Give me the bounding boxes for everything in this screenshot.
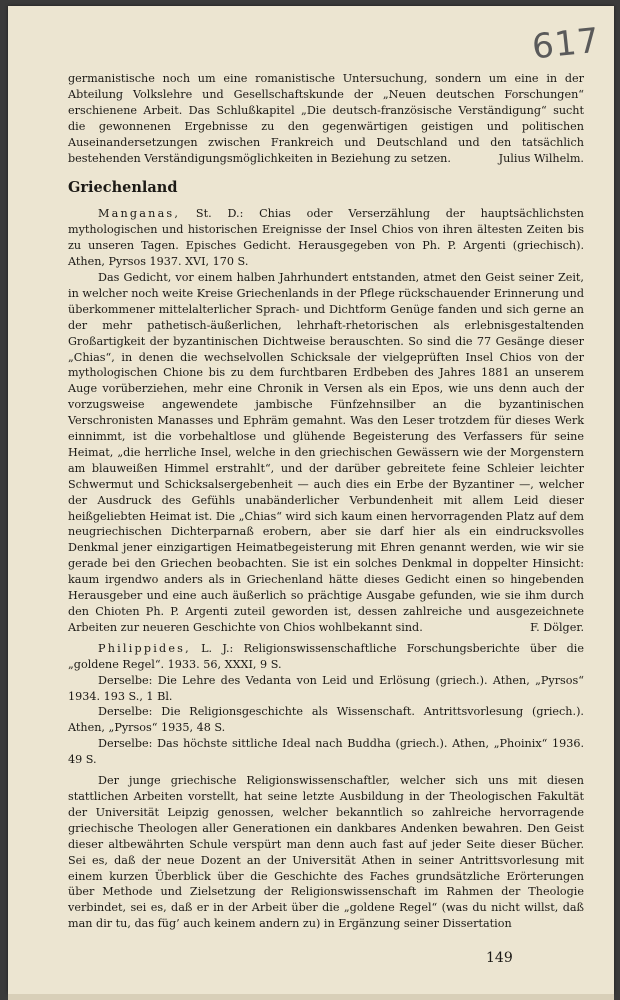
final-paragraph: Der junge griechische Religionswissenschaftler, welcher sich uns mit diesen stattlichen Arbeiten vorstellt, hat seine letzte Ausbildung in der Theologischen Fakultät der Universität Leipzig genossen, welcher bekanntlich so zahlreiche hervorragende griechische Theologen aller Generationen ein dankbares Andenken bewahren. Den Geist dieser altbewährten Schule verspürt man denn auch fast auf jeder Seite dieser Bücher. Sei es, daß der neue Dozent an der Universität Athen in seiner Antrittsvorlesung mit einem kurzen Überblick über die Geschichte des Faches grundsätzliche Erörterungen über Methode und Zielsetzung der Religionswissenschaft im Rahmen der Theologie verbindet, sei es, daß er in der Arbeit über die „goldene Regel“ (was du nicht willst, daß man dir tu, das füg’ auch keinem andern zu) in Ergänzung seiner Dissertation — [68, 774, 584, 931]
work-entry-2 — [68, 704, 584, 736]
work-text: Das höchste sittliche Ideal nach Buddha (griech.). Athen, „Phoinix“ 1936. 49 S. — [68, 737, 584, 767]
intro-signature: Julius Wilhelm. — [498, 151, 584, 165]
page-number: 149 — [486, 950, 513, 966]
page-body — [68, 71, 584, 932]
bibliography-entry — [68, 206, 584, 270]
work-author: Philippides, — [98, 641, 191, 655]
work-entry-3 — [68, 736, 584, 768]
section-heading: Griechenland — [68, 179, 178, 197]
work-text: Die Religionsgeschichte als Wissenschaft. Antrittsvorlesung (griech.). Athen, „Pyrsos“ 1935, 48 S. — [68, 705, 584, 735]
work-author: Derselbe: — [98, 705, 153, 719]
page-edge — [8, 994, 614, 1000]
work-text: Die Lehre des Vedanta von Leid und Erlösung (griech.). Athen, „Pyrsos“ 1934. 193 S., 1 Bl. — [68, 673, 584, 703]
entry-citation: St. D.: Chias oder Verserzählung der hauptsächlichsten mythologischen und historischen Ereignisse der Insel Chios von ihren ältesten Zeiten bis zu unseren Tagen. Episches Gedicht. Herausgegeben von Ph. P. Argenti (griechisch). Athen, Pyrsos 1937. XVI, 170 S. — [68, 207, 584, 269]
intro-block — [68, 71, 584, 166]
review-signature: F. Dölger. — [530, 620, 584, 634]
book-page — [8, 6, 614, 994]
review-paragraph: Das Gedicht, vor einem halben Jahrhundert entstanden, atmet den Geist seiner Zeit, in welcher noch weite Kreise Griechenlands in der Pflege rückschauender Erinnerung und überkommener mittelalterlicher Sprach- und Dichtform Genüge fanden und sich gerne an der mehr pathetisch-äußerlichen, lehrhaft-rhetorischen als erlebnisgestaltenden Großartigkeit der byzantinischen Dichtweise berauschten. So sind die 77 Gesänge dieser „Chias“, in denen die wechselvollen Schicksale der vielgeprüften Insel Chios von der mythologischen Chione bis zu dem furchtbaren Erdbeben des Jahres 1881 an unserem Auge vorüberziehen, mehr eine Chronik in Versen als ein Epos, wie uns denn auch der vorzugsweise angewendete jambische Fünfzehnsilber an die byzantinischen Verschronisten Manasses und Ephräm gemahnt. Was den Leser trotzdem für dieses Werk einnimmt, ist die vorbehaltlose und glühende Begeisterung des Verfassers für seine Heimat, „die herrliche Insel, welche in den griechischen Gewässern wie der Morgenstern am blauweißen Himmel erstrahlt“, und der darüber gebreitete feine Schleier leichter Schwermut und Schicksalsergebenheit — auch dies ein Erbe der Byzantiner —, welcher der Ausdruck des Gefühls unabänderlicher Verbundenheit mit allem Leid dieser heißgeliebten Heimat ist. Die „Chias“ wird sich kaum einen hervorragenden Platz auf dem neugriechischen Dichterparnaß erobern, aber sie darf hier als ein eindrucksvolles Denkmal jener einzigartigen Heimatbegeisterung mit Ehren genannt werden, wie wir sie gerade bei den Griechen beobachten. Sie ist ein solches Denkmal in doppelter Hinsicht: kaum irgendwo anders als in Griechenland hätte dieses Gedicht einen so hingebenden Herausgeber und eine auch äußerlich so prächtige Ausgabe gefunden, wie sie ihm durch den Chioten Ph. P. Argenti zuteil geworden ist, dessen zahlreiche und ausgezeichnete Arbeiten zur neueren Geschichte von Chios wohlbekannt sind. F. Dölger. — [68, 270, 584, 634]
work-entry-1 — [68, 673, 584, 705]
work-text: L. J.: Religionswissenschaftliche Forschungsberichte über die „goldene Regel“. 1933. 56, XXXI, 9 S. — [68, 641, 584, 671]
work-author: Derselbe: — [98, 673, 153, 687]
work-entry-0 — [68, 641, 584, 673]
handwritten-page-number: 617 — [530, 20, 602, 68]
intro-paragraph: germanistische noch um eine romanistische Untersuchung, sondern um eine in der Abteilung Volkslehre und Gesellschaftskunde der „Neuen deutschen Forschungen“ erschienene Arbeit. Das Schlußkapitel „Die deutsch-französische Verständigung“ sucht die gewonnenen Ergebnisse zu den gegenwärtigen geistigen und politischen Auseinandersetzungen zwischen Frankreich und Deutschland und den tatsächlich bestehenden Verständigungsmöglichkeiten in Beziehung zu setzen. Julius Wilhelm. — [68, 72, 584, 165]
work-author: Derselbe: — [98, 737, 153, 751]
entry-author: Manganas, — [98, 207, 181, 221]
review-block — [68, 270, 584, 636]
